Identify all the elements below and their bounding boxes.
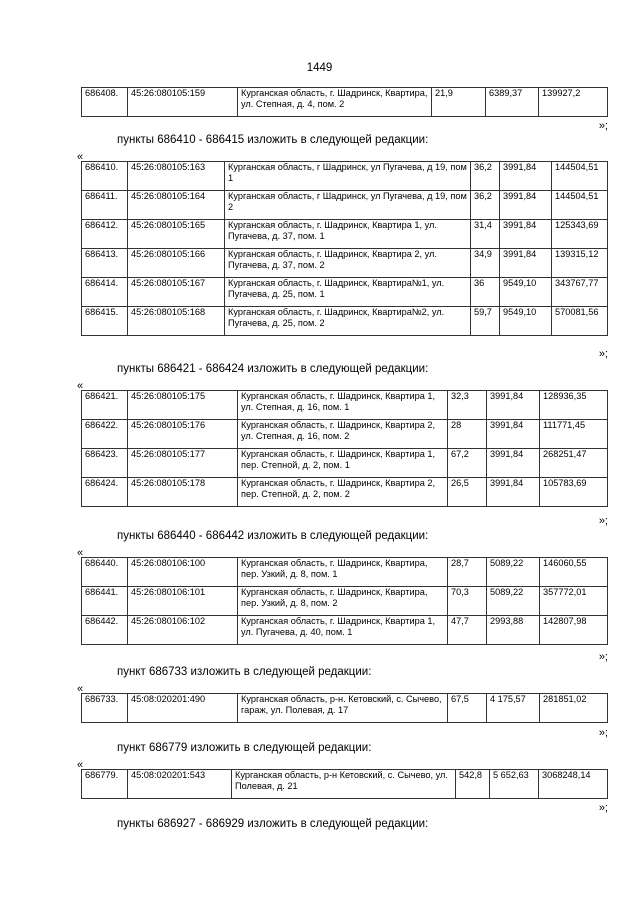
specific-value: 3991,84 bbox=[500, 162, 552, 191]
area: 26,5 bbox=[448, 478, 487, 507]
table-row bbox=[82, 391, 608, 420]
close-quote: »; bbox=[598, 651, 608, 663]
area: 59,7 bbox=[471, 307, 500, 336]
cadastral-number: 45:26:080105:167 bbox=[128, 278, 225, 307]
cadastral-value: 570081,56 bbox=[552, 307, 608, 336]
cadastral-number: 45:26:080105:176 bbox=[128, 420, 238, 449]
address: Курганская область, г. Шадринск, Квартира№2, ул. Пугачева, д. 25, пом. 2 bbox=[225, 307, 471, 336]
registry-table bbox=[81, 390, 608, 507]
address: Курганская область, г. Шадринск, Квартира 2, ул. Степная, д. 16, пом. 2 bbox=[238, 420, 448, 449]
item-number: 686442. bbox=[82, 616, 128, 645]
page-number: 1449 bbox=[306, 62, 333, 74]
registry-table bbox=[81, 161, 608, 336]
area: 32,3 bbox=[448, 391, 487, 420]
area: 67,5 bbox=[448, 694, 487, 723]
cadastral-value: 144504,51 bbox=[552, 191, 608, 220]
specific-value: 3991,84 bbox=[487, 391, 540, 420]
cadastral-number: 45:26:080105:177 bbox=[128, 449, 238, 478]
address: Курганская область, г. Шадринск, Квартира, ул. Степная, д. 4, пом. 2 bbox=[238, 88, 432, 117]
item-number: 686423. bbox=[82, 449, 128, 478]
cadastral-value: 125343,69 bbox=[552, 220, 608, 249]
section-intro: пункты 686440 - 686442 изложить в следующей редакции: bbox=[117, 530, 429, 542]
open-quote: « bbox=[77, 151, 84, 163]
cadastral-number: 45:26:080106:100 bbox=[128, 558, 238, 587]
address: Курганская область, р-н. Кетовский, с. Сычево, гараж, ул. Полевая, д. 17 bbox=[238, 694, 448, 723]
table-row bbox=[82, 191, 608, 220]
section-intro: пункты 686927 - 686929 изложить в следующей редакции: bbox=[117, 818, 429, 830]
area: 28,7 bbox=[448, 558, 487, 587]
close-quote: »; bbox=[598, 348, 608, 360]
address: Курганская область, г. Шадринск, Квартира 1, пер. Степной, д. 2, пом. 1 bbox=[238, 449, 448, 478]
address: Курганская область, г. Шадринск, Квартира, пер. Узкий, д. 8, пом. 2 bbox=[238, 587, 448, 616]
registry-table bbox=[81, 87, 608, 117]
cadastral-number: 45:26:080106:102 bbox=[128, 616, 238, 645]
area: 47,7 bbox=[448, 616, 487, 645]
specific-value: 3991,84 bbox=[500, 249, 552, 278]
table-row bbox=[82, 616, 608, 645]
address: Курганская область, г. Шадринск, Квартира 1, ул. Пугачева, д. 37, пом. 1 bbox=[225, 220, 471, 249]
table-row bbox=[82, 307, 608, 336]
item-number: 686422. bbox=[82, 420, 128, 449]
address: Курганская область, г. Шадринск, Квартира№1, ул. Пугачева, д. 25, пом. 1 bbox=[225, 278, 471, 307]
cadastral-value: 144504,51 bbox=[552, 162, 608, 191]
area: 36,2 bbox=[471, 162, 500, 191]
item-number: 686441. bbox=[82, 587, 128, 616]
address: Курганская область, г. Шадринск, Квартира 2, ул. Пугачева, д. 37, пом. 2 bbox=[225, 249, 471, 278]
cadastral-value: 105783,69 bbox=[540, 478, 608, 507]
specific-value: 9549,10 bbox=[500, 307, 552, 336]
address: Курганская область, г. Шадринск, Квартира, пер. Узкий, д. 8, пом. 1 bbox=[238, 558, 448, 587]
cadastral-value: 281851,02 bbox=[540, 694, 608, 723]
close-quote: »; bbox=[598, 727, 608, 739]
specific-value: 6389,37 bbox=[486, 88, 539, 117]
open-quote: « bbox=[77, 380, 84, 392]
cadastral-value: 3068248,14 bbox=[539, 770, 608, 799]
table-row bbox=[82, 587, 608, 616]
area: 67,2 bbox=[448, 449, 487, 478]
cadastral-number: 45:26:080105:164 bbox=[128, 191, 225, 220]
table-row bbox=[82, 478, 608, 507]
cadastral-value: 139315,12 bbox=[552, 249, 608, 278]
specific-value: 4 175,57 bbox=[487, 694, 540, 723]
item-number: 686411. bbox=[82, 191, 128, 220]
registry-table bbox=[81, 769, 608, 799]
area: 28 bbox=[448, 420, 487, 449]
item-number: 686733. bbox=[82, 694, 128, 723]
section-intro: пункты 686421 - 686424 изложить в следующей редакции: bbox=[117, 363, 429, 375]
registry-table bbox=[81, 693, 608, 723]
table-row bbox=[82, 558, 608, 587]
table-row bbox=[82, 420, 608, 449]
table-row bbox=[82, 770, 608, 799]
cadastral-number: 45:26:080105:163 bbox=[128, 162, 225, 191]
address: Курганская область, г Шадринск, ул Пугачева, д 19, пом 1 bbox=[225, 162, 471, 191]
cadastral-value: 357772,01 bbox=[540, 587, 608, 616]
item-number: 686412. bbox=[82, 220, 128, 249]
address: Курганская область, г. Шадринск, Квартира 1, ул. Степная, д. 16, пом. 1 bbox=[238, 391, 448, 420]
open-quote: « bbox=[77, 547, 84, 559]
area: 542,8 bbox=[456, 770, 490, 799]
close-quote: »; bbox=[598, 802, 608, 814]
cadastral-number: 45:26:080105:166 bbox=[128, 249, 225, 278]
area: 70,3 bbox=[448, 587, 487, 616]
item-number: 686410. bbox=[82, 162, 128, 191]
open-quote: « bbox=[77, 683, 84, 695]
cadastral-value: 128936,35 bbox=[540, 391, 608, 420]
table-row bbox=[82, 694, 608, 723]
table-row bbox=[82, 249, 608, 278]
section-intro: пункт 686733 изложить в следующей редакции: bbox=[117, 666, 372, 678]
cadastral-number: 45:26:080105:178 bbox=[128, 478, 238, 507]
close-quote: »; bbox=[598, 120, 608, 132]
specific-value: 5 652,63 bbox=[490, 770, 539, 799]
cadastral-number: 45:26:080106:101 bbox=[128, 587, 238, 616]
specific-value: 3991,84 bbox=[487, 420, 540, 449]
table-row bbox=[82, 278, 608, 307]
section-intro: пункт 686779 изложить в следующей редакции: bbox=[117, 742, 372, 754]
item-number: 686413. bbox=[82, 249, 128, 278]
table-row bbox=[82, 88, 608, 117]
address: Курганская область, г. Шадринск, Квартира 1, ул. Пугачева, д. 40, пом. 1 bbox=[238, 616, 448, 645]
specific-value: 3991,84 bbox=[500, 191, 552, 220]
cadastral-number: 45:26:080105:165 bbox=[128, 220, 225, 249]
area: 36,2 bbox=[471, 191, 500, 220]
item-number: 686414. bbox=[82, 278, 128, 307]
item-number: 686421. bbox=[82, 391, 128, 420]
area: 36 bbox=[471, 278, 500, 307]
specific-value: 3991,84 bbox=[487, 449, 540, 478]
table-row bbox=[82, 162, 608, 191]
specific-value: 9549,10 bbox=[500, 278, 552, 307]
cadastral-value: 343767,77 bbox=[552, 278, 608, 307]
address: Курганская область, р-н Кетовский, с. Сычево, ул. Полевая, д. 21 bbox=[232, 770, 456, 799]
address: Курганская область, г Шадринск, ул Пугачева, д 19, пом 2 bbox=[225, 191, 471, 220]
cadastral-number: 45:08:020201:543 bbox=[128, 770, 232, 799]
specific-value: 3991,84 bbox=[500, 220, 552, 249]
area: 34,9 bbox=[471, 249, 500, 278]
registry-table bbox=[81, 557, 608, 645]
cadastral-number: 45:26:080105:175 bbox=[128, 391, 238, 420]
item-number: 686779. bbox=[82, 770, 128, 799]
cadastral-value: 146060,55 bbox=[540, 558, 608, 587]
specific-value: 3991,84 bbox=[487, 478, 540, 507]
open-quote: « bbox=[77, 759, 84, 771]
item-number: 686424. bbox=[82, 478, 128, 507]
cadastral-number: 45:26:080105:159 bbox=[128, 88, 238, 117]
cadastral-value: 142807,98 bbox=[540, 616, 608, 645]
close-quote: »; bbox=[598, 515, 608, 527]
item-number: 686440. bbox=[82, 558, 128, 587]
table-row bbox=[82, 220, 608, 249]
area: 21,9 bbox=[432, 88, 486, 117]
specific-value: 5089,22 bbox=[487, 558, 540, 587]
area: 31,4 bbox=[471, 220, 500, 249]
cadastral-value: 139927,2 bbox=[539, 88, 608, 117]
cadastral-value: 268251,47 bbox=[540, 449, 608, 478]
item-number: 686415. bbox=[82, 307, 128, 336]
section-intro: пункты 686410 - 686415 изложить в следующей редакции: bbox=[117, 134, 429, 146]
address: Курганская область, г. Шадринск, Квартира 2, пер. Степной, д. 2, пом. 2 bbox=[238, 478, 448, 507]
table-row bbox=[82, 449, 608, 478]
cadastral-number: 45:26:080105:168 bbox=[128, 307, 225, 336]
item-number: 686408. bbox=[82, 88, 128, 117]
cadastral-number: 45:08:020201:490 bbox=[128, 694, 238, 723]
specific-value: 5089,22 bbox=[487, 587, 540, 616]
specific-value: 2993,88 bbox=[487, 616, 540, 645]
cadastral-value: 111771,45 bbox=[540, 420, 608, 449]
